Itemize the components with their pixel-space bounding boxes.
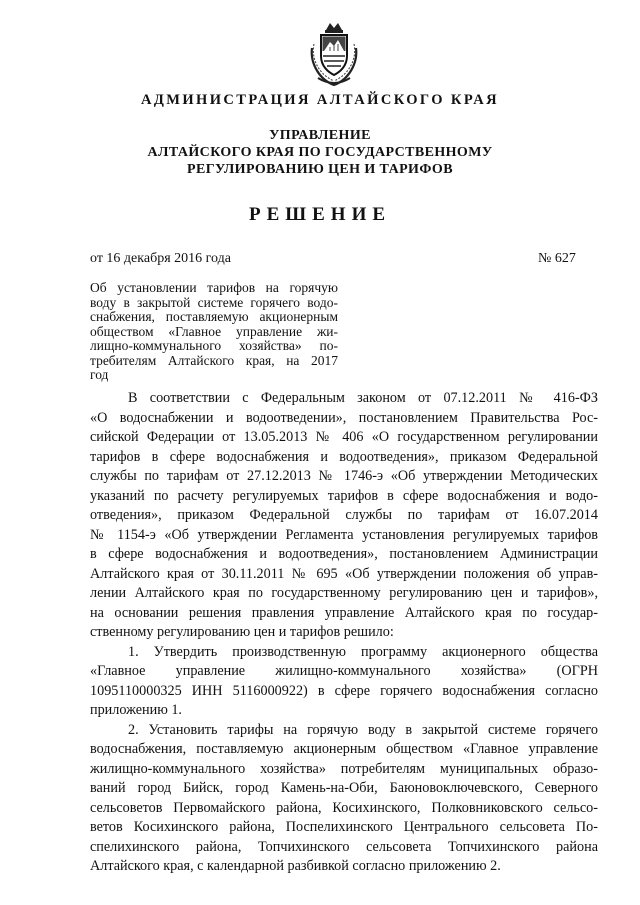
body-line: сельсоветов Первомайского района, Косихинского, Полковниковского сельсо- <box>90 799 598 816</box>
body-line: ваний город Бийск, город Камень-на-Оби, Баюновоключевского, Северного <box>90 780 598 796</box>
body-line: сийской Федерации от 13.05.2013 № 406 «О государственном регулировании <box>90 429 598 445</box>
department-line-1: УПРАВЛЕНИЕ <box>269 128 371 143</box>
department-line-3: РЕГУЛИРОВАНИЮ ЦЕН И ТАРИФОВ <box>187 162 453 177</box>
body-line: Алтайского края, с календарной разбивкой согласно приложению 2. <box>90 858 501 874</box>
subject-line: требителям Алтайского края, на 2017 <box>90 352 338 368</box>
body-line: «О водоснабжении и водоотведении», постановлением Правительства Рос- <box>90 409 598 426</box>
organization-title: АДМИНИСТРАЦИЯ АЛТАЙСКОГО КРАЯ <box>141 92 499 108</box>
subject-line: Об установлении тарифов на горячую <box>90 280 338 295</box>
body-line: лении Алтайского края по государственному регулированию цен и тарифов», <box>90 585 598 601</box>
body-line: ственному регулированию цен и тарифов решило: <box>90 624 394 640</box>
body-line: службы по тарифам от 27.12.2013 № 1746-э «Об утверждении Методических <box>90 468 598 484</box>
body-line: 1095110000325 ИНН 5116000922) в сфере горячего водоснабжения согласно <box>90 682 598 699</box>
body-line: 1. Утвердить производственную программу акционерного общества <box>128 643 598 660</box>
body-line: в сфере водоснабжения и водоотведения», постановлением Администрации <box>90 546 598 562</box>
subject-line: лищно-коммунального хозяйства» по- <box>90 338 338 353</box>
body-line: водоснабжения, поставляемую акционерным обществом «Главное управление <box>90 741 598 757</box>
document-type-title: РЕШЕНИЕ <box>248 204 392 225</box>
subject-line: снабжения, поставляемую акционерным <box>90 309 338 324</box>
subject-line: воду в закрытой системе горячего водо- <box>90 294 338 310</box>
subject-line: обществом «Главное управление жи- <box>90 323 338 339</box>
document-subject <box>90 281 338 383</box>
document-body <box>90 389 598 877</box>
body-line: спелихинского района, Топчихинского сельсовета Топчихинского района <box>90 838 598 855</box>
body-line: тарифов в сфере водоснабжения и водоотведения», приказом Федеральной <box>90 448 598 465</box>
body-line: № 1154-э «Об утверждении Регламента установления регулируемых тарифов <box>90 526 598 543</box>
body-line: «Главное управление жилищно-коммунального хозяйства» (ОГРН <box>90 663 598 679</box>
document-date: от 16 декабря 2016 года <box>90 251 231 266</box>
body-line: отведения», приказом Федеральной службы по тарифам от 16.07.2014 <box>90 507 598 523</box>
body-line: приложению 1. <box>90 702 182 718</box>
body-line: В соответствии с Федеральным законом от 07.12.2011 № 416-ФЗ <box>128 390 598 406</box>
body-line: указаний по расчету регулируемых тарифов в сфере водоснабжения и водо- <box>90 487 598 504</box>
body-line: Алтайского края от 30.11.2011 № 695 «Об утверждении положения об управ- <box>90 565 598 582</box>
department-line-2: АЛТАЙСКОГО КРАЯ ПО ГОСУДАРСТВЕННОМУ <box>147 145 493 160</box>
body-line: ветов Косихинского района, Поспелихинского Центрального сельсовета По- <box>90 819 598 835</box>
subject-line: год <box>90 367 109 382</box>
body-line: жилищно-коммунального хозяйства» потребителям муниципальных образо- <box>90 760 598 777</box>
document-number: № 627 <box>538 251 576 266</box>
body-line: на основании решения правления управление Алтайского края по государ- <box>90 604 598 621</box>
coat-of-arms-emblem <box>304 18 364 88</box>
body-line: 2. Установить тарифы на горячую воду в закрытой системе горячего <box>128 721 598 738</box>
